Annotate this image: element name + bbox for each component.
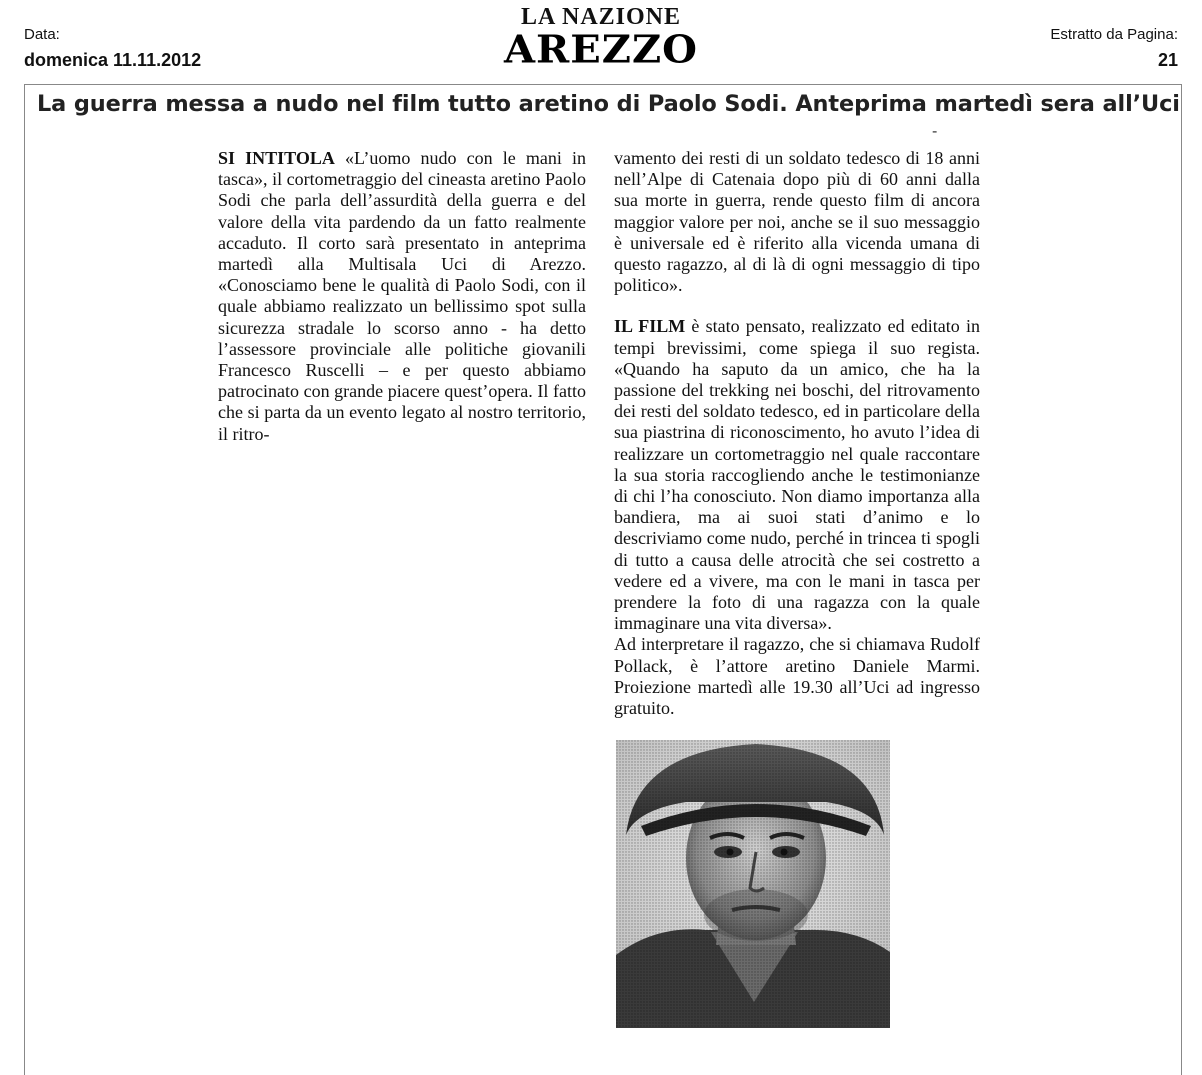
- masthead-title: LA NAZIONE: [520, 4, 682, 30]
- paragraph-1-continued: vamento dei resti di un soldato tedesco di 18 anni nell’Alpe di Catenaia dopo più di 60 anni dalla sua morte in guerra, rende questo film di ancora maggior valore per noi, anche se il suo messaggio è universale ed è riferito alla vicenda umana di questo ragazzo, al di là di ogni messaggio di tipo politico».: [614, 148, 980, 296]
- soldier-portrait-image: [616, 740, 890, 1028]
- date-value: domenica 11.11.2012: [24, 50, 202, 70]
- paragraph-1: [218, 148, 586, 445]
- article-frame: [24, 84, 1182, 1075]
- paragraph-1-lead: SI INTITOLA: [218, 148, 335, 168]
- page-number: 21: [1157, 50, 1178, 70]
- dash-mark: -: [932, 123, 938, 140]
- article-photo-soldier: [616, 740, 890, 1028]
- date-label: Data:: [24, 26, 60, 43]
- article-column-2: [614, 148, 980, 719]
- masthead-city: AREZZO: [503, 27, 698, 72]
- paragraph-2-lead: IL FILM: [614, 316, 686, 337]
- article-column-1: [218, 148, 586, 445]
- paragraph-1-body: «L’uomo nudo con le mani in tasca», il cortometraggio del cineasta aretino Paolo Sodi che parla dell’assurdità della guerra e del valore della vita pardendo da un fatto realmente accaduto. Il corto sarà presentato in anteprima martedì alla Multisala Uci di Arezzo. «Conosciamo bene le qualità di Paolo Sodi, con il quale abbiamo realizzato un bellissimo spot sulla sicurezza stradale lo scorso anno - ha detto l’assessore provinciale alle politiche giovanili Francesco Ruscelli – e per questo abbiamo patrocinato con grande piacere quest’opera. Il fatto che si parta da un evento legato al nostro territorio, il ritro-: [218, 148, 586, 444]
- paragraph-3: Ad interpretare il ragazzo, che si chiamava Rudolf Pollack, è l’attore aretino Daniele Marmi. Proiezione martedì alle 19.30 all’Uci ad ingresso gratuito.: [614, 634, 980, 719]
- paragraph-2: [614, 316, 980, 634]
- newspaper-masthead: [460, 4, 742, 70]
- article-headline: La guerra messa a nudo nel film tutto aretino di Paolo Sodi. Anteprima martedì sera all’Uci: [37, 91, 1180, 117]
- paragraph-2-body: è stato pensato, realizzato ed editato in tempi brevissimi, come spiega il suo regista. «Quando ha saputo da un amico, che ha la passione del trekking nei boschi, del ritrovamento dei resti del soldato tedesco, ed in particolare della sua piastrina di riconoscimento, ho avuto l’idea di realizzare un cortometraggio nel quale raccontare la sua storia raccogliendo anche le testimonianze di chi l’ha conosciuto. Non diamo importanza alla bandiera, ma ai suoi stati d’animo e lo descriviamo come nudo, perché in trincea ti spogli di tutto a causa delle atrocità che sei costretto a vedere ed a vivere, ma con le mani in tasca per prendere la foto di una ragazza con la quale immaginare una vita diversa».: [614, 316, 980, 634]
- page-label: Estratto da Pagina:: [1050, 26, 1178, 43]
